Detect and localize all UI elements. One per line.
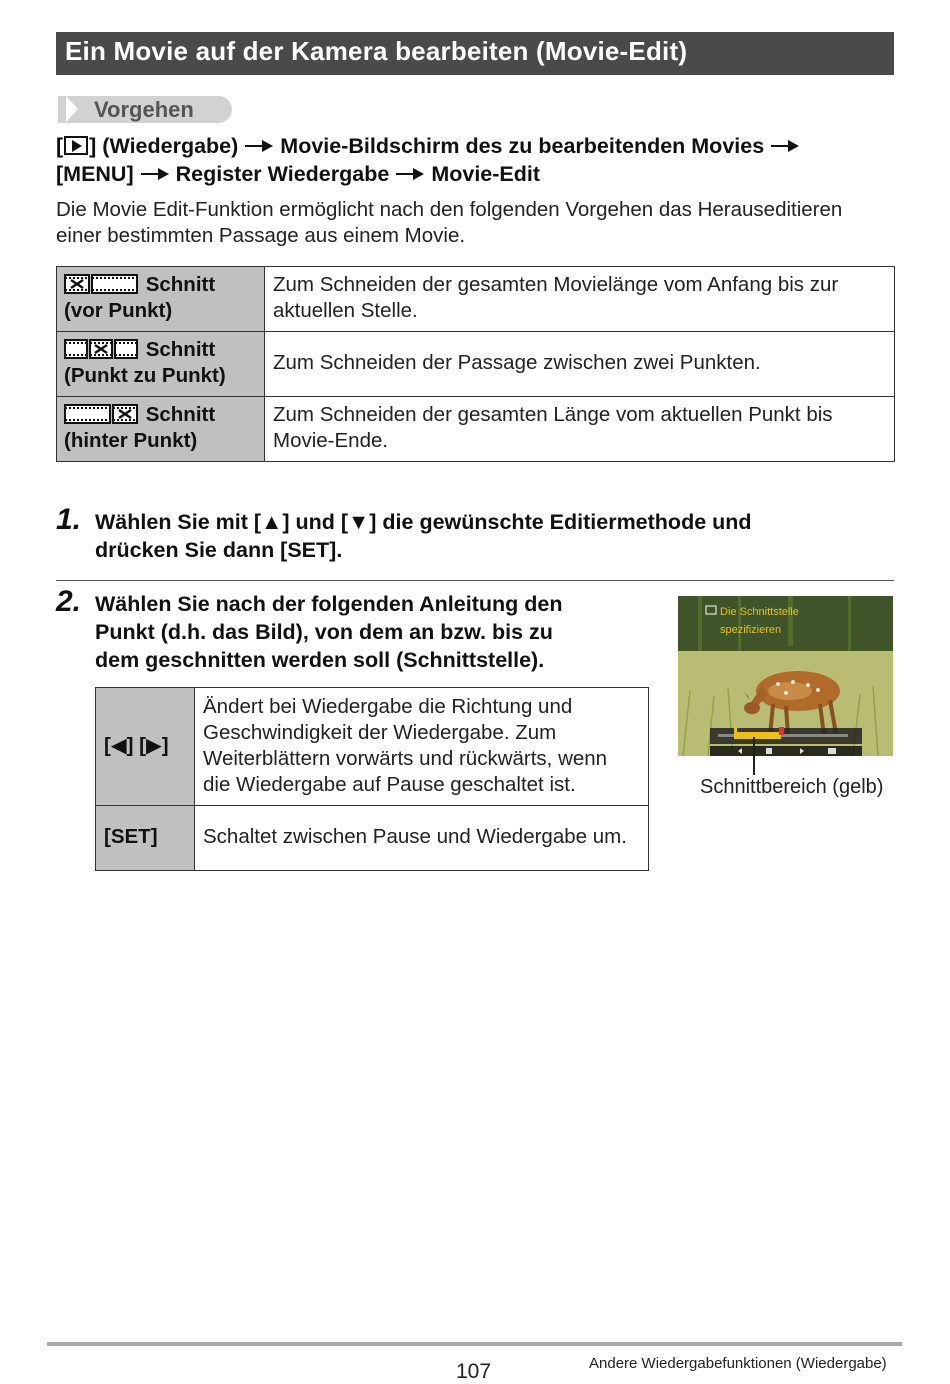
controls-table: [95, 687, 649, 871]
arrow-right-icon: [140, 164, 170, 184]
cut-after-icon: [64, 404, 138, 424]
method-name: Schnitt: [145, 403, 216, 426]
method-name-cell: [57, 267, 265, 332]
arrow-right-icon: [244, 136, 274, 156]
step-text: [95, 508, 752, 564]
cut-before-icon: [64, 274, 138, 294]
control-description: Schaltet zwischen Pause und Wiedergabe um.: [195, 806, 649, 871]
camera-screen-image: [678, 596, 893, 756]
divider: [56, 580, 894, 581]
step-number: 1.: [56, 503, 82, 536]
control-description: Ändert bei Wiedergabe die Richtung und Geschwindigkeit der Wiedergabe. Zum Weiterblättern vorwärts und rückwärts, wenn die Wiedergabe auf Pause geschaltet ist.: [195, 688, 649, 806]
table-row: [96, 688, 649, 806]
table-row: [57, 332, 895, 397]
footer-divider: [47, 1342, 902, 1346]
control-key: [◀] [▶]: [96, 688, 195, 806]
path-playback: ] (Wiedergabe): [89, 134, 239, 158]
method-name-cell: [57, 397, 265, 462]
procedure-tab: [58, 96, 232, 123]
step-text-line: Wählen Sie nach der folgenden Anleitung den: [95, 592, 563, 616]
method-description: Zum Schneiden der Passage zwischen zwei Punkten.: [265, 332, 895, 397]
step-text-line: Wählen Sie mit [▲] und [▼] die gewünschte Editiermethode und: [95, 510, 752, 534]
footer-section: Andere Wiedergabefunktionen (Wiedergabe): [589, 1355, 887, 1372]
method-description: Zum Schneiden der gesamten Länge vom aktuellen Punkt bis Movie-Ende.: [265, 397, 895, 462]
path-register: Register Wiedergabe: [175, 162, 390, 186]
method-subname: (vor Punkt): [64, 299, 173, 322]
method-name: Schnitt: [145, 273, 216, 296]
method-subname: (hinter Punkt): [64, 429, 198, 452]
cut-between-icon: [64, 339, 138, 359]
table-row: [57, 397, 895, 462]
screen-overlay-line-1: Die Schnittstelle: [720, 606, 799, 618]
method-name-cell: [57, 332, 265, 397]
step-text-line: Punkt (d.h. das Bild), von dem an bzw. bis zu: [95, 620, 553, 644]
step-text: [95, 590, 562, 674]
pointer-line: [753, 737, 755, 775]
edit-methods-table: [56, 266, 895, 462]
screen-caption: Schnittbereich (gelb): [700, 776, 884, 798]
table-row: [96, 806, 649, 871]
path-menu: [MENU]: [56, 162, 134, 186]
page-number: 107: [456, 1360, 492, 1383]
path-movie-edit: Movie-Edit: [431, 162, 541, 186]
intro-text: Die Movie Edit-Funktion ermöglicht nach den folgenden Vorgehen das Herauseditieren einer bestimmten Passage aus einem Movie.: [56, 198, 843, 247]
procedure-path-line-1: [ ] (Wiedergabe) Movie-Bildschirm des zu bearbeitenden Movies: [56, 132, 806, 160]
table-row: [57, 267, 895, 332]
method-description: Zum Schneiden der gesamten Movielänge vom Anfang bis zur aktuellen Stelle.: [265, 267, 895, 332]
deer-photo: [678, 596, 893, 756]
step-number: 2.: [56, 585, 82, 618]
step-text-line: drücken Sie dann [SET].: [95, 538, 343, 562]
method-name: Schnitt: [145, 338, 216, 361]
play-button-icon: [64, 136, 88, 155]
screen-overlay-line-2: spezifizieren: [720, 624, 782, 636]
arrow-right-icon: [770, 136, 800, 156]
procedure-label: Vorgehen: [94, 97, 194, 122]
step-text-line: dem geschnitten werden soll (Schnittstelle).: [95, 648, 545, 672]
page-title: Ein Movie auf der Kamera bearbeiten (Movie-Edit): [56, 32, 894, 75]
path-movie-screen: Movie-Bildschirm des zu bearbeitenden Movies: [280, 134, 765, 158]
cut-range-highlight: [736, 732, 781, 739]
control-key: [SET]: [96, 806, 195, 871]
method-subname: (Punkt zu Punkt): [64, 364, 226, 387]
procedure-path-line-2: [56, 160, 540, 188]
arrow-right-icon: [395, 164, 425, 184]
